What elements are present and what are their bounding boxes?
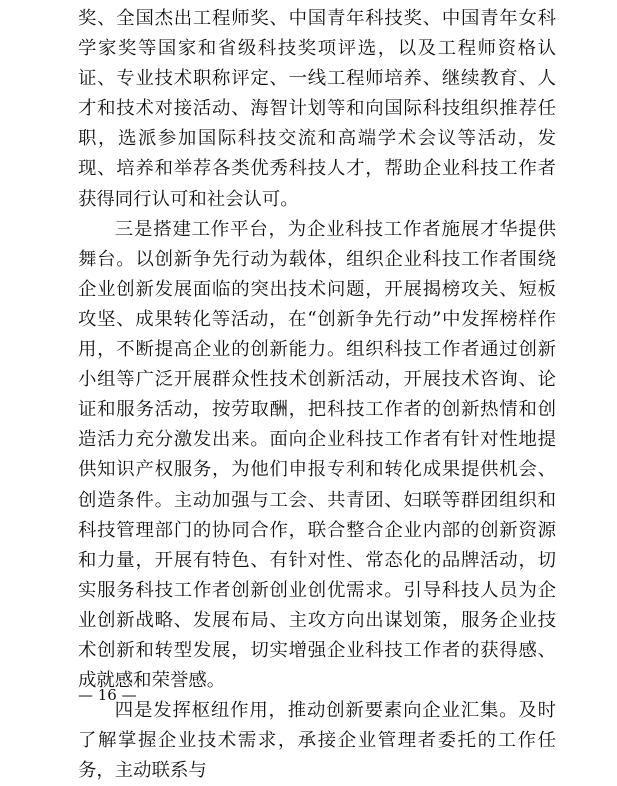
paragraph-work-platform: 三是搭建工作平台，为企业科技工作者施展才华提供舞台。以创新争先行动为载体，组织企业科技工作者围绕企业创新发展面临的突出技术问题，开展揭榜攻关、短板攻坚、成果转化等活动，在“创新争先行动”中发挥榜样作用，不断提高企业的创新能力。组织科技工作者通过创新小组等广泛开展群众性技术创新活动，开展技术咨询、论证和服务活动，按劳取酬，把科技工作者的创新热情和创造活力充分激发出来。面向企业科技工作者有针对性地提供知识产权服务，为他们申报专利和转化成果提供机会、创造条件。主动加强与工会、共青团、妇联等群团组织和科技管理部门的协同合作，联合整合企业内部的创新资源和力量，开展有特色、有针对性、常态化的品牌活动，切实服务科技工作者创新创业创优需求。引导科技人员为企业创新战略、发展布局、主攻方向出谋划策，服务企业技术创新和转型发展，切实增强企业科技工作者的获得感、成就感和荣誉感。 xyxy=(78,218,556,692)
page-number: — 16 — xyxy=(78,686,137,704)
paragraph-hub-role: 四是发挥枢纽作用，推动创新要素向企业汇集。及时了解掌握企业技术需求，承接企业管理者委托的工作任务，主动联系与 xyxy=(78,700,556,782)
paragraph-continuation: 奖、全国杰出工程师奖、中国青年科技奖、中国青年女科学家奖等国家和省级科技奖项评选，以及工程师资格认证、专业技术职称评定、一线工程师培养、继续教育、人才和技术对接活动、海智计划等和向国际科技组织推荐任职，选派参加国际科技交流和高端学术会议等活动，发现、培养和举荐各类优秀科技人才，帮助企业科技工作者获得同行认可和社会认可。 xyxy=(78,8,556,210)
body-text xyxy=(78,4,556,786)
